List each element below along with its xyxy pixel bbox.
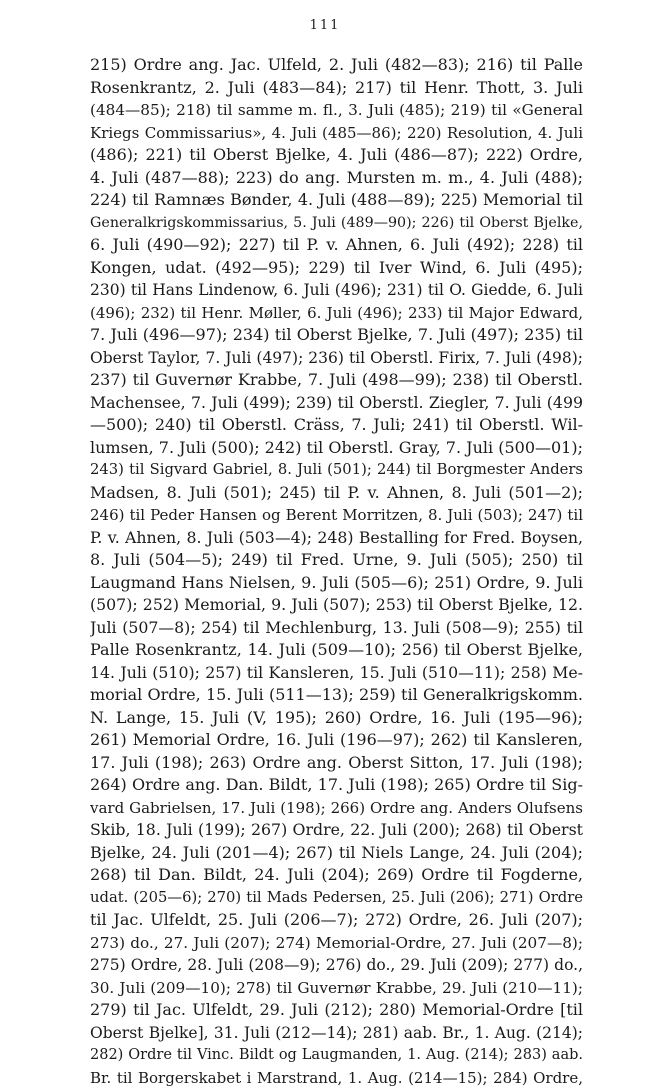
text-line: lumsen, 7. Juli (500); 242) til Oberstl. Gray, 7. Juli (500—01); [90,437,583,460]
text-line: Bjelke, 24. Juli (201—4); 267) til Niels Lange, 24. Juli (204); [90,842,583,865]
text-line: Generalkrigskommissarius, 5. Juli (489—90); 226) til Oberst Bjelke, [90,212,583,235]
text-line: vard Gabrielsen, 17. Juli (198); 266) Ordre ang. Anders Olufsens [90,797,583,820]
text-line: 7. Juli (496—97); 234) til Oberst Bjelke, 7. Juli (497); 235) til [90,324,583,347]
text-line: 243) til Sigvard Gabriel, 8. Juli (501); 244) til Borgmester Anders [90,459,583,482]
text-line: Madsen, 8. Juli (501); 245) til P. v. Ahnen, 8. Juli (501—2); [90,482,583,505]
text-line: Laugmand Hans Nielsen, 9. Juli (505—6); 251) Ordre, 9. Juli [90,572,583,595]
text-line: 273) do., 27. Juli (207); 274) Memorial-Ordre, 27. Juli (207—8); [90,932,583,955]
text-line: (486); 221) til Oberst Bjelke, 4. Juli (486—87); 222) Ordre, [90,144,583,167]
page-number: 111 [0,18,650,33]
text-line: til Jac. Ulfeldt, 25. Juli (206—7); 272) Ordre, 26. Juli (207); [90,909,583,932]
text-line: Skib, 18. Juli (199); 267) Ordre, 22. Juli (200); 268) til Oberst [90,819,583,842]
text-line: —500); 240) til Oberstl. Cräss, 7. Juli; 241) til Oberstl. Wil- [90,414,583,437]
text-line: Oberst Bjelke], 31. Juli (212—14); 281) aab. Br., 1. Aug. (214); [90,1022,583,1045]
text-line: Kongen, udat. (492—95); 229) til Iver Wind, 6. Juli (495); [90,257,583,280]
text-line: 275) Ordre, 28. Juli (208—9); 276) do., 29. Juli (209); 277) do., [90,954,583,977]
text-line: Rosenkrantz, 2. Juli (483—84); 217) til Henr. Thott, 3. Juli [90,77,583,100]
text-line: 4. Juli (487—88); 223) do ang. Mursten m. m., 4. Juli (488); [90,167,583,190]
text-line: N. Lange, 15. Juli (V, 195); 260) Ordre, 16. Juli (195—96); [90,707,583,730]
text-line: 246) til Peder Hansen og Berent Morritzen, 8. Juli (503); 247) til [90,504,583,527]
text-line: Juli (507—8); 254) til Mechlenburg, 13. Juli (508—9); 255) til [90,617,583,640]
text-line: Oberst Taylor, 7. Juli (497); 236) til Oberstl. Firix, 7. Juli (498); [90,347,583,370]
text-line: 14. Juli (510); 257) til Kansleren, 15. Juli (510—11); 258) Me- [90,662,583,685]
text-line: 17. Juli (198); 263) Ordre ang. Oberst Sitton, 17. Juli (198); [90,752,583,775]
text-line: (507); 252) Memorial, 9. Juli (507); 253) til Oberst Bjelke, 12. [90,594,583,617]
text-line: 6. Juli (490—92); 227) til P. v. Ahnen, 6. Juli (492); 228) til [90,234,583,257]
text-line: 230) til Hans Lindenow, 6. Juli (496); 231) til O. Giedde, 6. Juli [90,279,583,302]
text-line: 8. Juli (504—5); 249) til Fred. Urne, 9. Juli (505); 250) til [90,549,583,572]
text-line: 237) til Guvernør Krabbe, 7. Juli (498—99); 238) til Oberstl. [90,369,583,392]
text-line: 30. Juli (209—10); 278) til Guvernør Krabbe, 29. Juli (210—11); [90,977,583,1000]
text-line: (496); 232) til Henr. Møller, 6. Juli (496); 233) til Major Edward, [90,302,583,325]
text-line: (484—85); 218) til samme m. fl., 3. Juli (485); 219) til «General [90,99,583,122]
text-line: 282) Ordre til Vinc. Bildt og Laugmanden, 1. Aug. (214); 283) aab. [90,1044,583,1067]
text-line: 224) til Ramnæs Bønder, 4. Juli (488—89); 225) Memorial til [90,189,583,212]
text-line: Palle Rosenkrantz, 14. Juli (509—10); 256) til Oberst Bjelke, [90,639,583,662]
text-line: morial Ordre, 15. Juli (511—13); 259) til Generalkrigskomm. [90,684,583,707]
text-line: Machensee, 7. Juli (499); 239) til Oberstl. Ziegler, 7. Juli (499 [90,392,583,415]
text-line: udat. (205—6); 270) til Mads Pedersen, 25. Juli (206); 271) Ordre [90,887,583,910]
text-line: 261) Memorial Ordre, 16. Juli (196—97); 262) til Kansleren, [90,729,583,752]
text-line: P. v. Ahnen, 8. Juli (503—4); 248) Bestalling for Fred. Boysen, [90,527,583,550]
text-line: 268) til Dan. Bildt, 24. Juli (204); 269) Ordre til Fogderne, [90,864,583,887]
text-line: 215) Ordre ang. Jac. Ulfeld, 2. Juli (482—83); 216) til Palle [90,54,583,77]
text-line: Kriegs Commissarius», 4. Juli (485—86); 220) Resolution, 4. Juli [90,122,583,145]
register-text-block [90,54,583,1089]
text-line: Br. til Borgerskabet i Marstrand, 1. Aug. (214—15); 284) Ordre, [90,1067,583,1089]
text-line: 264) Ordre ang. Dan. Bildt, 17. Juli (198); 265) Ordre til Sig- [90,774,583,797]
text-line: 279) til Jac. Ulfeldt, 29. Juli (212); 280) Memorial-Ordre [til [90,999,583,1022]
